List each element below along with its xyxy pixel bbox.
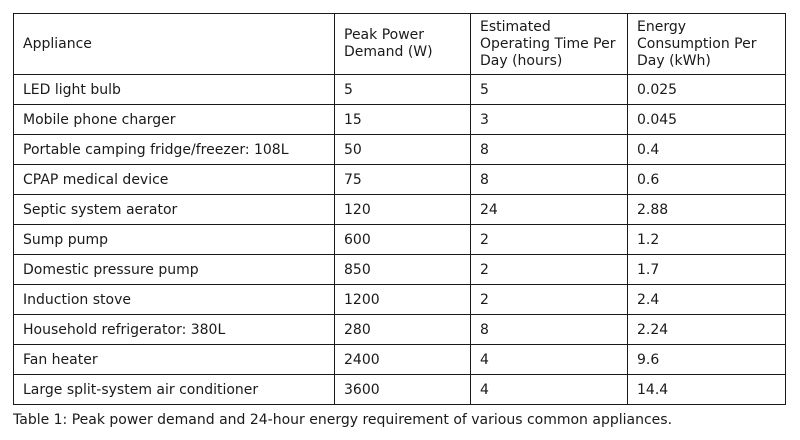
- table-row: [14, 75, 786, 105]
- cell-peak-power: 280: [335, 315, 471, 345]
- cell-operating-time: 8: [471, 315, 628, 345]
- appliance-energy-table: [13, 13, 786, 405]
- table-row: [14, 165, 786, 195]
- cell-energy: 2.88: [628, 195, 786, 225]
- cell-appliance: Domestic pressure pump: [14, 255, 335, 285]
- cell-appliance: Household refrigerator: 380L: [14, 315, 335, 345]
- table-row: [14, 225, 786, 255]
- table-row: [14, 375, 786, 405]
- cell-appliance: Septic system aerator: [14, 195, 335, 225]
- cell-operating-time: 4: [471, 375, 628, 405]
- cell-appliance: Mobile phone charger: [14, 105, 335, 135]
- cell-energy: 2.24: [628, 315, 786, 345]
- cell-operating-time: 2: [471, 225, 628, 255]
- cell-operating-time: 24: [471, 195, 628, 225]
- cell-operating-time: 8: [471, 135, 628, 165]
- cell-energy: 9.6: [628, 345, 786, 375]
- table-row: [14, 195, 786, 225]
- table-row: [14, 285, 786, 315]
- table-row: [14, 105, 786, 135]
- cell-peak-power: 3600: [335, 375, 471, 405]
- cell-energy: 2.4: [628, 285, 786, 315]
- cell-peak-power: 2400: [335, 345, 471, 375]
- cell-energy: 0.045: [628, 105, 786, 135]
- header-energy-consumption: Energy Consumption Per Day (kWh): [628, 14, 786, 75]
- cell-operating-time: 4: [471, 345, 628, 375]
- cell-energy: 0.6: [628, 165, 786, 195]
- cell-appliance: CPAP medical device: [14, 165, 335, 195]
- caption-label: Table 1:: [13, 412, 68, 428]
- table-caption: [13, 411, 672, 429]
- cell-operating-time: 2: [471, 255, 628, 285]
- header-operating-time: Estimated Operating Time Per Day (hours): [471, 14, 628, 75]
- table-header: [14, 14, 786, 75]
- table-body: [14, 75, 786, 405]
- table-row: [14, 255, 786, 285]
- header-row: [14, 14, 786, 75]
- cell-appliance: LED light bulb: [14, 75, 335, 105]
- caption-text: Peak power demand and 24-hour energy requirement of various common appliances.: [67, 412, 673, 428]
- table-row: [14, 315, 786, 345]
- cell-appliance: Portable camping fridge/freezer: 108L: [14, 135, 335, 165]
- cell-peak-power: 120: [335, 195, 471, 225]
- cell-appliance: Large split-system air conditioner: [14, 375, 335, 405]
- cell-energy: 0.4: [628, 135, 786, 165]
- cell-energy: 0.025: [628, 75, 786, 105]
- cell-operating-time: 8: [471, 165, 628, 195]
- cell-energy: 1.2: [628, 225, 786, 255]
- cell-operating-time: 5: [471, 75, 628, 105]
- cell-energy: 14.4: [628, 375, 786, 405]
- table-row: [14, 345, 786, 375]
- header-peak-power: Peak Power Demand (W): [335, 14, 471, 75]
- cell-peak-power: 50: [335, 135, 471, 165]
- cell-appliance: Induction stove: [14, 285, 335, 315]
- cell-peak-power: 1200: [335, 285, 471, 315]
- cell-peak-power: 5: [335, 75, 471, 105]
- cell-appliance: Fan heater: [14, 345, 335, 375]
- cell-peak-power: 600: [335, 225, 471, 255]
- cell-energy: 1.7: [628, 255, 786, 285]
- header-appliance: Appliance: [14, 14, 335, 75]
- appliance-energy-table-container: [13, 13, 785, 405]
- cell-peak-power: 15: [335, 105, 471, 135]
- cell-appliance: Sump pump: [14, 225, 335, 255]
- cell-operating-time: 3: [471, 105, 628, 135]
- table-row: [14, 135, 786, 165]
- cell-peak-power: 75: [335, 165, 471, 195]
- cell-peak-power: 850: [335, 255, 471, 285]
- cell-operating-time: 2: [471, 285, 628, 315]
